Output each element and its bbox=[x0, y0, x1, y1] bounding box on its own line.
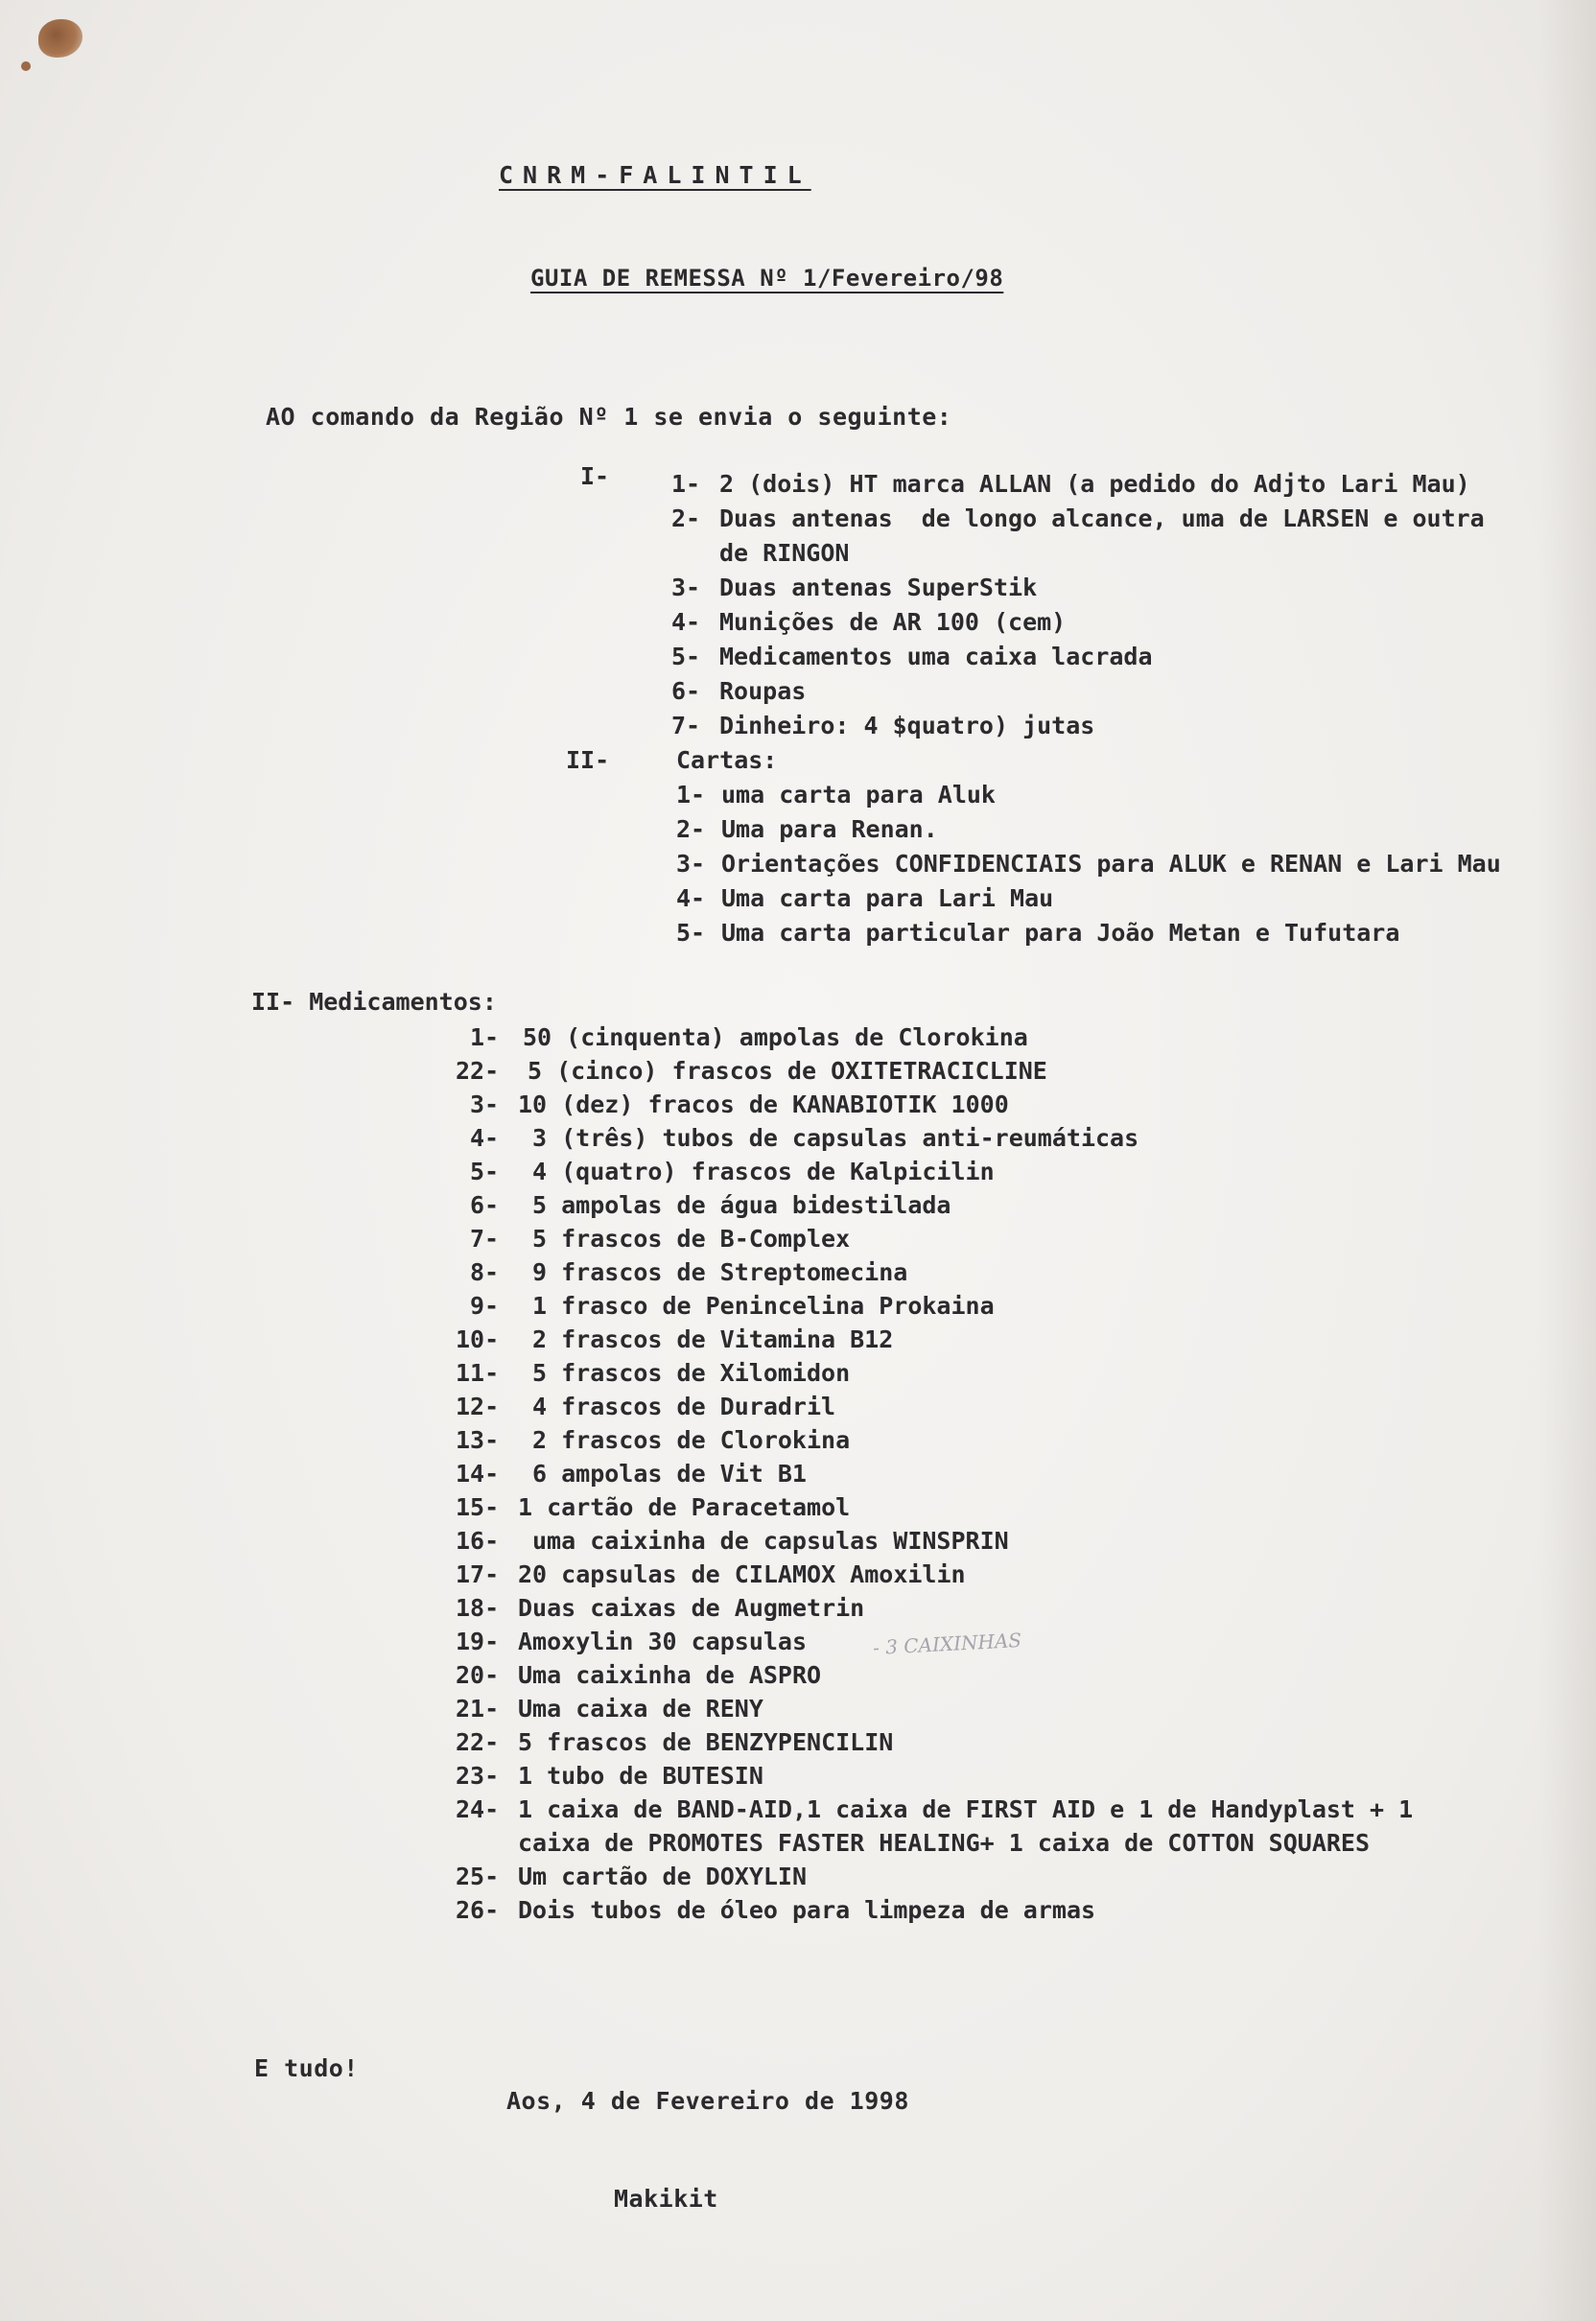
item-number: 12- bbox=[456, 1393, 500, 1420]
item-text: 10 (dez) fracos de KANABIOTIK 1000 bbox=[518, 1090, 1009, 1118]
item-number: 1- bbox=[470, 1023, 500, 1051]
item-number: 22- bbox=[456, 1057, 500, 1085]
item-text: de RINGON bbox=[719, 539, 850, 567]
item-text: 4 (quatro) frascos de Kalpicilin bbox=[532, 1158, 995, 1185]
item-text: 4 frascos de Duradril bbox=[532, 1393, 836, 1420]
item-number: 5- bbox=[671, 643, 701, 670]
item-text: Uma para Renan. bbox=[721, 815, 938, 843]
item-text: 5 frascos de B-Complex bbox=[532, 1225, 851, 1253]
item-number: 26- bbox=[456, 1896, 500, 1924]
section1-roman: I- bbox=[580, 462, 610, 490]
intro-line: AO comando da Região Nº 1 se envia o seguinte: bbox=[266, 403, 952, 431]
item-text: 50 (cinquenta) ampolas de Clorokina bbox=[523, 1023, 1028, 1051]
item-number: 3- bbox=[676, 850, 706, 878]
item-number: 3- bbox=[470, 1090, 500, 1118]
stain-drop bbox=[21, 61, 31, 71]
item-number: 1- bbox=[676, 781, 706, 809]
item-text: Duas caixas de Augmetrin bbox=[518, 1594, 865, 1622]
item-text: 6 ampolas de Vit B1 bbox=[532, 1460, 807, 1488]
item-number: 25- bbox=[456, 1863, 500, 1890]
item-number: 15- bbox=[456, 1493, 500, 1521]
handwritten-note: - 3 CAIXINHAS bbox=[872, 1628, 1022, 1660]
item-number: 6- bbox=[671, 677, 701, 705]
item-text: 5 frascos de BENZYPENCILIN bbox=[518, 1728, 894, 1756]
item-number: 4- bbox=[676, 884, 706, 912]
item-number: 23- bbox=[456, 1762, 500, 1790]
item-text: Orientações CONFIDENCIAIS para ALUK e RENAN e Lari Mau bbox=[721, 850, 1501, 878]
coffee-stain bbox=[38, 19, 82, 58]
item-number: 7- bbox=[671, 712, 701, 739]
item-text: Duas antenas de longo alcance, uma de LARSEN e outra bbox=[719, 504, 1485, 532]
item-number: 14- bbox=[456, 1460, 500, 1488]
item-number: 8- bbox=[470, 1258, 500, 1286]
item-number: 24- bbox=[456, 1795, 500, 1823]
item-number: 3- bbox=[671, 574, 701, 601]
item-number: 2- bbox=[676, 815, 706, 843]
item-text: Uma caixa de RENY bbox=[518, 1695, 763, 1723]
item-text: caixa de PROMOTES FASTER HEALING+ 1 caixa de COTTON SQUARES bbox=[518, 1829, 1371, 1857]
page-edge-shadow bbox=[1538, 0, 1596, 2321]
signature-name: Makikit bbox=[614, 2185, 718, 2213]
item-text: 9 frascos de Streptomecina bbox=[532, 1258, 908, 1286]
item-text: Munições de AR 100 (cem) bbox=[719, 608, 1067, 636]
item-number: 7- bbox=[470, 1225, 500, 1253]
section2-heading: Cartas: bbox=[676, 746, 778, 774]
item-text: 1 cartão de Paracetamol bbox=[518, 1493, 851, 1521]
item-text: 5 (cinco) frascos de OXITETRACICLINE bbox=[528, 1057, 1047, 1085]
item-text: 20 capsulas de CILAMOX Amoxilin bbox=[518, 1560, 966, 1588]
item-number: 11- bbox=[456, 1359, 500, 1387]
item-number: 19- bbox=[456, 1628, 500, 1655]
item-text: Uma carta para Lari Mau bbox=[721, 884, 1054, 912]
item-text: uma carta para Aluk bbox=[721, 781, 996, 809]
section3-heading: II- Medicamentos: bbox=[251, 988, 497, 1016]
item-text: 5 ampolas de água bidestilada bbox=[532, 1191, 951, 1219]
item-text: 1 frasco de Penincelina Prokaina bbox=[532, 1292, 995, 1320]
document-subtitle: GUIA DE REMESSA Nº 1/Fevereiro/98 bbox=[530, 265, 1004, 292]
item-number: 22- bbox=[456, 1728, 500, 1756]
item-text: 2 frascos de Vitamina B12 bbox=[532, 1325, 894, 1353]
item-text: Um cartão de DOXYLIN bbox=[518, 1863, 808, 1890]
document-title: CNRM-FALINTIL bbox=[499, 161, 811, 189]
item-number: 1- bbox=[671, 470, 701, 498]
item-number: 4- bbox=[470, 1124, 500, 1152]
item-text: 1 tubo de BUTESIN bbox=[518, 1762, 763, 1790]
item-text: Roupas bbox=[719, 677, 807, 705]
item-text: 2 (dois) HT marca ALLAN (a pedido do Adjto Lari Mau) bbox=[719, 470, 1470, 498]
item-number: 5- bbox=[676, 919, 706, 947]
item-text: Duas antenas SuperStik bbox=[719, 574, 1038, 601]
item-text: Dois tubos de óleo para limpeza de armas bbox=[518, 1896, 1096, 1924]
item-number: 5- bbox=[470, 1158, 500, 1185]
place-date: Aos, 4 de Fevereiro de 1998 bbox=[506, 2087, 909, 2115]
section2-roman: II- bbox=[566, 746, 610, 774]
item-number: 17- bbox=[456, 1560, 500, 1588]
item-number: 16- bbox=[456, 1527, 500, 1555]
item-number: 10- bbox=[456, 1325, 500, 1353]
item-text: uma caixinha de capsulas WINSPRIN bbox=[532, 1527, 1009, 1555]
item-text: Amoxylin 30 capsulas bbox=[518, 1628, 808, 1655]
item-text: Uma carta particular para João Metan e Tufutara bbox=[721, 919, 1400, 947]
item-text: Dinheiro: 4 $quatro) jutas bbox=[719, 712, 1095, 739]
item-number: 13- bbox=[456, 1426, 500, 1454]
item-text: 3 (três) tubos de capsulas anti-reumáticas bbox=[532, 1124, 1139, 1152]
item-number: 2- bbox=[671, 504, 701, 532]
item-number: 18- bbox=[456, 1594, 500, 1622]
item-number: 21- bbox=[456, 1695, 500, 1723]
item-number: 4- bbox=[671, 608, 701, 636]
closing-line: E tudo! bbox=[254, 2054, 359, 2082]
item-number: 20- bbox=[456, 1661, 500, 1689]
item-number: 6- bbox=[470, 1191, 500, 1219]
item-text: 5 frascos de Xilomidon bbox=[532, 1359, 851, 1387]
item-text: 1 caixa de BAND-AID,1 caixa de FIRST AID e 1 de Handyplast + 1 bbox=[518, 1795, 1414, 1823]
item-text: Uma caixinha de ASPRO bbox=[518, 1661, 822, 1689]
item-text: Medicamentos uma caixa lacrada bbox=[719, 643, 1153, 670]
item-text: 2 frascos de Clorokina bbox=[532, 1426, 851, 1454]
item-number: 9- bbox=[470, 1292, 500, 1320]
